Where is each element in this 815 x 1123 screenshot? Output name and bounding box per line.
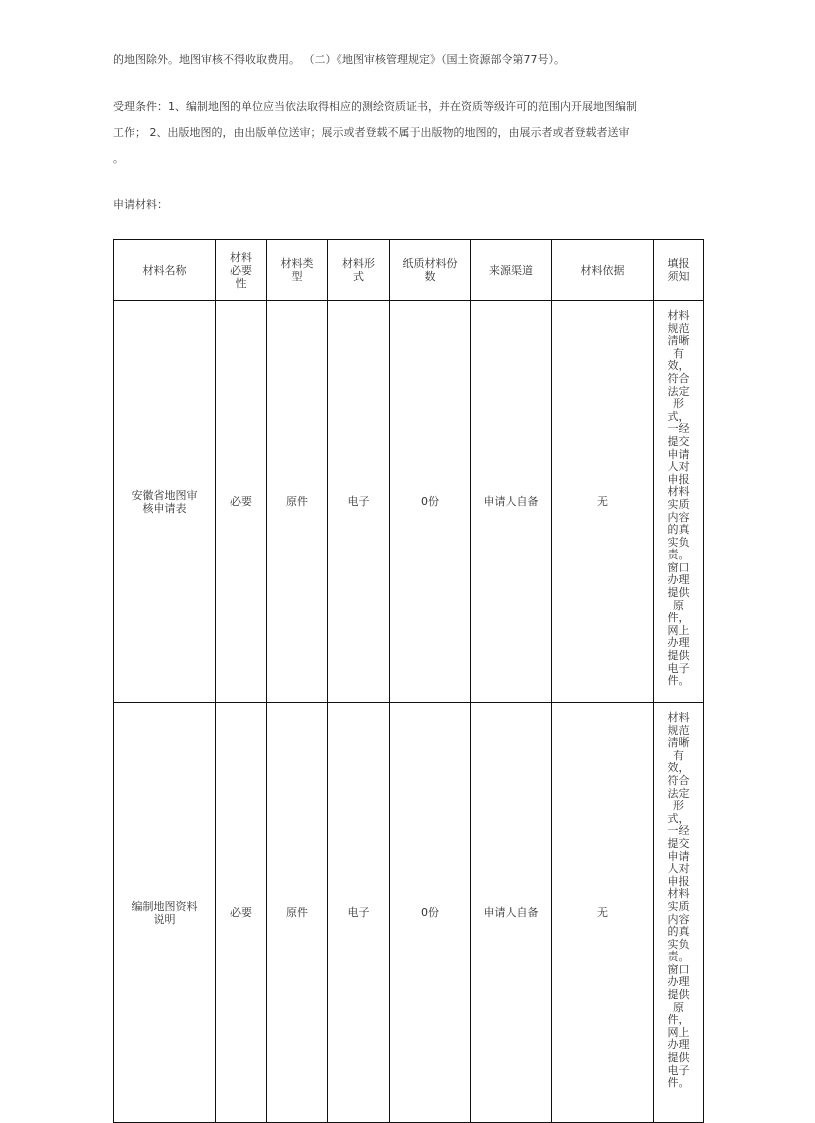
header-material-name: 材料名称	[114, 240, 216, 301]
cell-form: 电子	[328, 301, 390, 703]
cell-paper-copies: 0份	[390, 301, 471, 703]
header-source-channel: 来源渠道	[471, 240, 552, 301]
cell-paper-copies: 0份	[390, 703, 471, 1123]
cell-notes: 材料规范清晰有效，符合法定形式，一经提交申请人对申报材料实质内容的真实负责。窗口办理提供原件，网上办理提供电子件。	[654, 301, 704, 703]
cell-basis: 无	[552, 703, 654, 1123]
header-material-form: 材料形式	[328, 240, 390, 301]
cell-type: 原件	[267, 703, 328, 1123]
cell-form: 电子	[328, 703, 390, 1123]
cell-source: 申请人自备	[471, 301, 552, 703]
acceptance-conditions-line-1: 受理条件：1、编制地图的单位应当依法取得相应的测绘资质证书，并在资质等级许可的范围内开展地图编制	[113, 100, 637, 113]
materials-heading: 申请材料：	[113, 198, 168, 211]
cell-material-name: 编制地图资料说明	[114, 703, 216, 1123]
paragraph-map-review-rules: 的地图除外。地图审核不得收取费用。 （二）《地图审核管理规定》（国土资源部令第77号）。	[113, 53, 565, 66]
acceptance-conditions-line-3: 。	[113, 152, 124, 165]
header-paper-copies: 纸质材料份数	[390, 240, 471, 301]
cell-required: 必要	[216, 703, 267, 1123]
table-row	[114, 301, 704, 703]
cell-required: 必要	[216, 301, 267, 703]
materials-table	[113, 239, 704, 1123]
acceptance-conditions-line-2: 工作； 2、出版地图的，由出版单位送审；展示或者登载不属于出版物的地图的，由展示者或者登载者送审	[113, 126, 630, 139]
cell-source: 申请人自备	[471, 703, 552, 1123]
header-material-required: 材料必要性	[216, 240, 267, 301]
cell-material-name: 安徽省地图审核申请表	[114, 301, 216, 703]
cell-basis: 无	[552, 301, 654, 703]
header-material-basis: 材料依据	[552, 240, 654, 301]
table-row	[114, 703, 704, 1123]
cell-notes: 材料规范清晰有效，符合法定形式，一经提交申请人对申报材料实质内容的真实负责。窗口办理提供原件，网上办理提供电子件。	[654, 703, 704, 1123]
header-filling-notes: 填报须知	[654, 240, 704, 301]
cell-type: 原件	[267, 301, 328, 703]
table-header-row	[114, 240, 704, 301]
header-material-type: 材料类型	[267, 240, 328, 301]
